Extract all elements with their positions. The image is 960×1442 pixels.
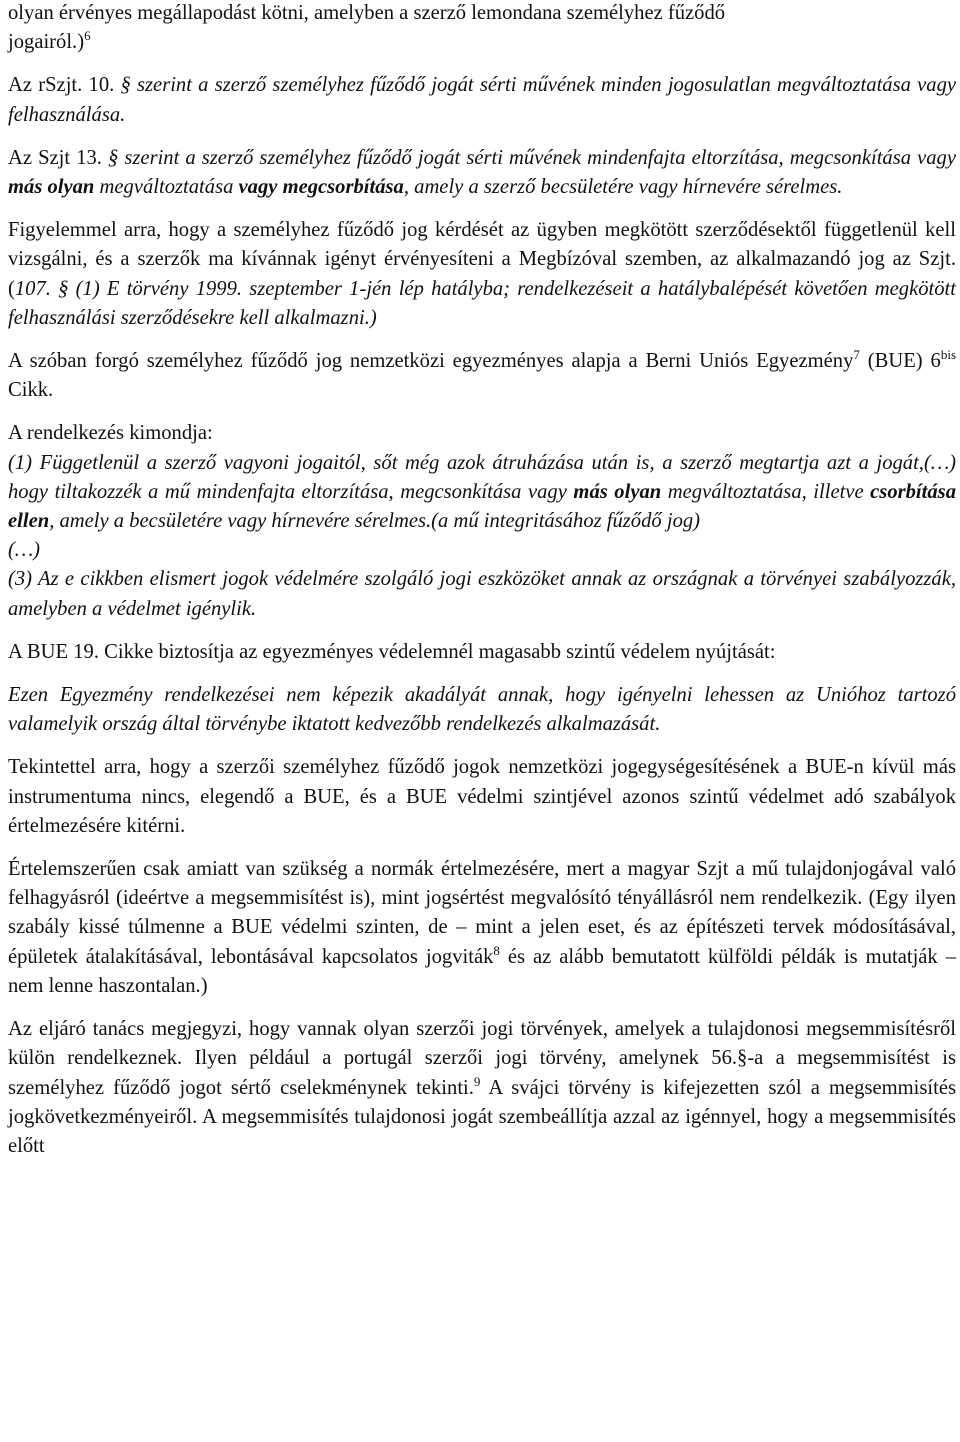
provision-quote-1: (1) Függetlenül a szerző vagyoni jogaitól, sőt még azok átruházása után is, a szerző megtartja azt a jogát,(…) hogy tiltakozzék a mű mindenfajta eltorzítása, megcsonkítása vagy más olyan megváltoztatása, illetve csorbítása ellen, amely a becsületére vagy hírnevére sérelmes.(a mű integritásához fűződő jog)	[8, 451, 956, 533]
paragraph-6	[8, 419, 956, 623]
provision-ellipsis: (…)	[8, 539, 41, 562]
footnote-ref-9: 9	[473, 1073, 481, 1089]
emphasis-megcsorbitasa: vagy megcsorbítása	[238, 176, 404, 199]
footnote-ref-8: 8	[493, 942, 500, 958]
paragraph-1	[8, 0, 956, 57]
paragraph-11	[8, 1015, 956, 1161]
paragraph-9: Tekintettel arra, hogy a szerzői személyhez fűződő jogok nemzetközi jogegységesítésének a BUE-n kívül más instrumentuma nincs, elegendő a BUE, és a BUE védelmi szintjével azonos szintű védelmet adó szabályok értelmezésére kitérni.	[8, 756, 956, 837]
footnote-ref-6: 6	[84, 28, 91, 44]
paragraph-2-lead: Az rSzjt. 10.	[8, 74, 121, 97]
paragraph-8-quote: Ezen Egyezmény rendelkezései nem képezik akadályát annak, hogy igényelni lehessen az Unióhoz tartozó valamelyik ország által törvénybe iktatott kedvezőbb rendelkezés alkalmazását.	[8, 684, 956, 736]
emphasis-mas-olyan: más olyan	[8, 176, 95, 199]
paragraph-5-text: A szóban forgó személyhez fűződő jog nemzetközi egyezményes alapja a Berni Uniós Egyezmény	[8, 350, 854, 373]
bis-superscript: bis	[940, 347, 956, 363]
emphasis-mas-olyan-2: más olyan	[573, 480, 662, 503]
paragraph-1-line-1: olyan érvényes megállapodást kötni, amelyben a szerző lemondana személyhez fűződő	[8, 2, 726, 24]
paragraph-1-line-2: jogairól.)	[8, 31, 85, 54]
paragraph-4-quote: 107. § (1) E törvény 1999. szeptember 1-jén lép hatályba; rendelkezéseit a hatálybalépését követően megkötött felhasználási szerződésekre kell alkalmazni.)	[8, 277, 956, 329]
paragraph-3-quote: § szerint a szerző személyhez fűződő jogát sérti művének mindenfajta eltorzítása, megcsonkítása vagy más olyan megváltoztatása vagy megcsorbítása, amely a szerző becsületére vagy hírnevére sérelmes.	[8, 146, 956, 199]
paragraph-7: A BUE 19. Cikke biztosítja az egyezményes védelemnél magasabb szintű védelem nyújtását:	[8, 640, 776, 663]
provision-quote-3: (3) Az e cikkben elismert jogok védelmére szolgáló jogi eszközöket annak az országnak a törvényei szabályozzák, amelyben a védelmet igénylik.	[8, 568, 956, 620]
paragraph-5	[8, 347, 956, 405]
emphasis-csorbitasa-ellen: csorbítása ellen	[8, 480, 956, 533]
document-page	[8, 0, 956, 1161]
paragraph-2-quote: § szerint a szerző személyhez fűződő jogát sérti művének minden jogosulatlan megváltoztatása vagy felhasználása.	[8, 74, 957, 126]
paragraph-10-text: Értelemszerűen csak amiatt van szükség a normák értelmezésére, mert a magyar Szjt a mű tulajdonjogával való felhagyásról (ideértve a megsemmisítést is), mint jogsértést megvalósító tényállásról nem rendelkezik. (Egy ilyen szabály kissé túlmenne a BUE védelmi szinten, de – mint a jelen eset, és az építészeti tervek módosításával, épületek átalakításával, lebontásával kapcsolatos jogviták	[8, 858, 956, 968]
paragraph-8	[8, 681, 956, 739]
paragraph-3	[8, 144, 956, 202]
paragraph-11-text: Az eljáró tanács megjegyzi, hogy vannak olyan szerzői jogi törvények, amelyek a tulajdonosi megsemmisítésről külön rendelkeznek. Ilyen például a portugál szerzői jogi törvény, amelynek 56.§-a a megsemmisítést is személyhez fűződő jogot sértő cselekménynek tekinti.	[8, 1018, 956, 1099]
paragraph-4-text: Figyelemmel arra, hogy a személyhez fűződő jog kérdését az ügyben megkötött szerződésektől függetlenül kell vizsgálni, és a szerzők ma kívánnak igényt érvényesíteni a Megbízóval szemben, az alkalmazandó jog az Szjt. (	[8, 219, 956, 300]
paragraph-3-lead: Az Szjt 13.	[8, 146, 109, 169]
footnote-ref-7: 7	[853, 347, 860, 363]
paragraph-4	[8, 216, 956, 333]
paragraph-2	[8, 71, 956, 129]
provision-intro: A rendelkezés kimondja:	[8, 422, 213, 445]
paragraph-5-text-c: Cikk.	[8, 379, 54, 402]
paragraph-10-text-b: és az alább bemutatott külföldi példák is mutatják – nem lenne haszontalan.)	[8, 945, 957, 997]
paragraph-10	[8, 855, 956, 1001]
paragraph-5-text-b: (BUE) 6	[859, 350, 941, 373]
paragraph-11-text-b: A svájci törvény is kifejezetten szól a megsemmisítés jogkövetkezményeiről. A megsemmisítés tulajdonosi jogát szembeállítja azzal az igénnyel, hogy a megsemmisítés előtt	[8, 1076, 956, 1157]
